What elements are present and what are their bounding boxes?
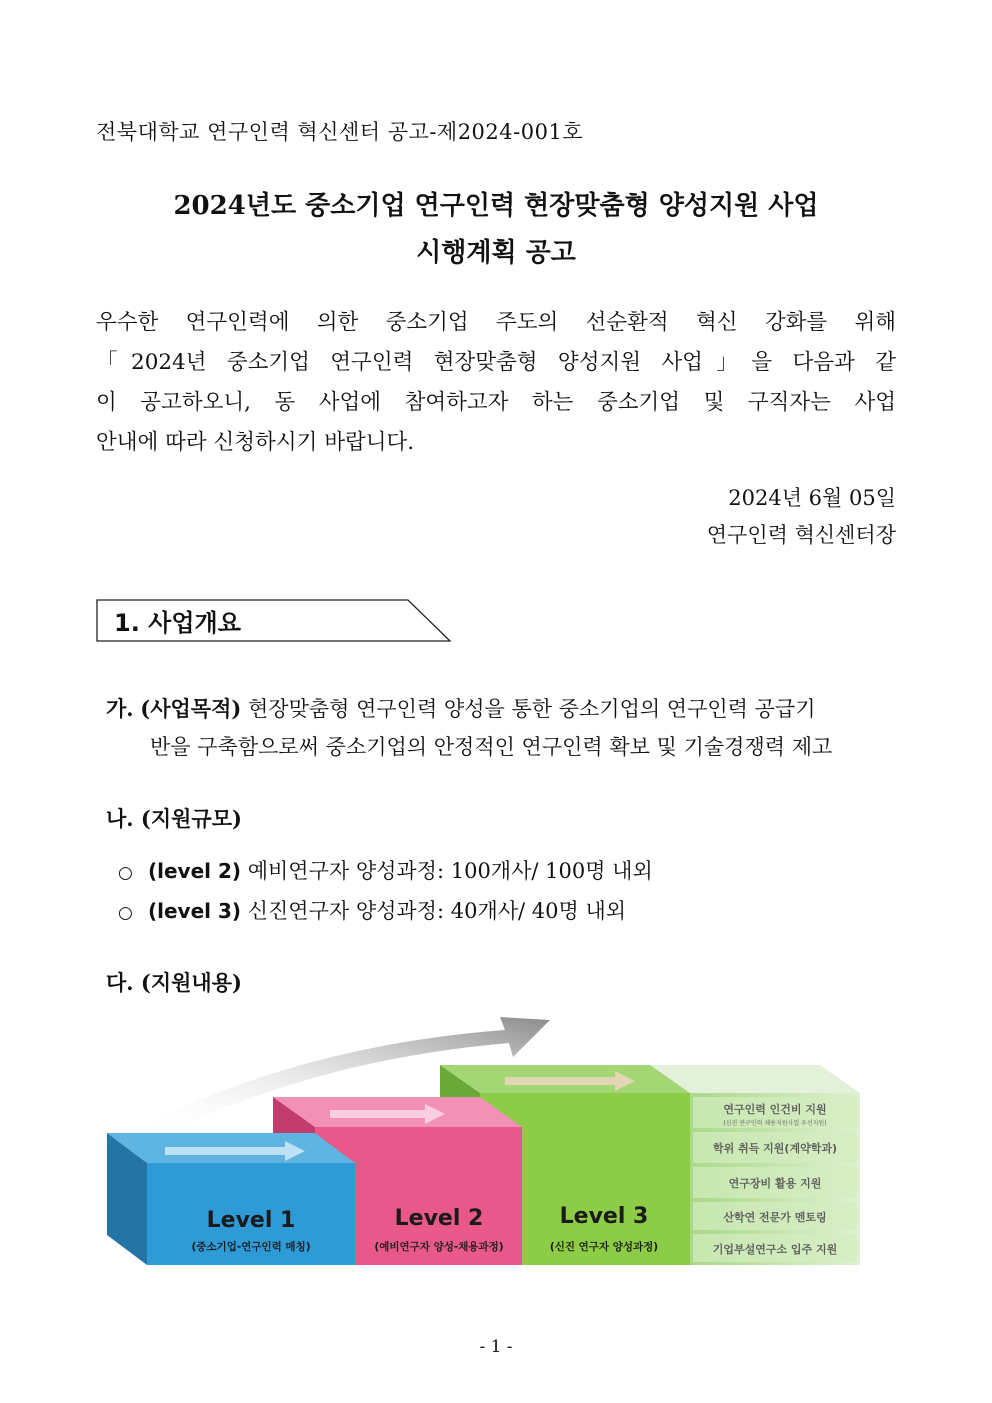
item-purpose-text-2: 반을 구축함으로써 중소기업의 안정적인 연구인력 확보 및 기술경쟁력 제고 bbox=[150, 735, 833, 759]
support-levels-diagram bbox=[105, 1005, 865, 1270]
scale-bullet-list bbox=[118, 852, 653, 932]
page-number: - 1 - bbox=[479, 1337, 513, 1357]
scale-bullet-level-2 bbox=[118, 852, 653, 892]
item-scale-heading: 나. (지원규모) bbox=[106, 806, 242, 831]
item-purpose-marker: 가. bbox=[106, 696, 134, 721]
document-title-line-2: 시행계획 공고 bbox=[416, 238, 576, 268]
scale-bullet-level-3 bbox=[118, 892, 653, 932]
level-3-desc: (신진 연구자 양성과정) bbox=[549, 1241, 659, 1253]
levels-diagram-svg bbox=[105, 1005, 865, 1270]
document-title-line-1: 2024년도 중소기업 연구인력 현장맞춤형 양성지원 사업 bbox=[173, 191, 819, 221]
support-rows bbox=[693, 1097, 857, 1262]
intro-paragraph bbox=[96, 303, 896, 463]
intro-line-2: 「2024년 중소기업 연구인력 현장맞춤형 양성지원 사업」을 다음과 같 bbox=[96, 350, 896, 375]
item-purpose-text-1: 현장맞춤형 연구인력 양성을 통한 중소기업의 연구인력 공급기 bbox=[241, 697, 816, 721]
level-2-desc: (예비연구자 양성-채용과정) bbox=[374, 1241, 504, 1253]
bullet-circle-icon: ○ bbox=[118, 903, 133, 923]
intro-line-4: 안내에 따라 신청하시기 바랍니다. bbox=[96, 430, 415, 455]
bullet-text: 신진연구자 양성과정: 40개사/ 40명 내외 bbox=[241, 899, 627, 923]
support-item-3: 연구장비 활용 지원 bbox=[728, 1177, 822, 1190]
item-purpose-label: (사업목적) bbox=[140, 696, 242, 721]
section-1-title: 1. 사업개요 bbox=[114, 609, 241, 637]
issuer-name: 연구인력 혁신센터장 bbox=[706, 523, 896, 547]
notice-number: 전북대학교 연구인력 혁신센터 공고-제2024-001호 bbox=[96, 120, 584, 144]
support-item-2: 학위 취득 지원(계약학과) bbox=[713, 1142, 837, 1155]
level-1-name: Level 1 bbox=[206, 1208, 296, 1233]
bullet-circle-icon: ○ bbox=[118, 863, 133, 883]
item-content-heading: 다. (지원내용) bbox=[106, 970, 242, 995]
level-3-name: Level 3 bbox=[559, 1204, 649, 1229]
support-item-1: 연구인력 인건비 지원 bbox=[723, 1103, 827, 1116]
level-1-desc: (중소기업-연구인력 매칭) bbox=[191, 1241, 311, 1253]
announcement-date: 2024년 6월 05일 bbox=[728, 486, 896, 510]
support-item-5: 기업부설연구소 입주 지원 bbox=[712, 1243, 838, 1256]
section-1-header bbox=[96, 599, 452, 643]
bullet-level-label: (level 3) bbox=[148, 899, 242, 923]
level-2-name: Level 2 bbox=[394, 1206, 484, 1231]
bullet-text: 예비연구자 양성과정: 100개사/ 100명 내외 bbox=[241, 859, 653, 883]
intro-line-1: 우수한 연구인력에 의한 중소기업 주도의 선순환적 혁신 강화를 위해 bbox=[96, 310, 896, 335]
intro-line-3: 이 공고하오니, 동 사업에 참여하고자 하는 중소기업 및 구직자는 사업 bbox=[96, 390, 896, 415]
support-item-4: 산학연 전문가 멘토링 bbox=[723, 1211, 827, 1224]
item-purpose bbox=[106, 690, 896, 766]
bullet-level-label: (level 2) bbox=[148, 859, 242, 883]
support-item-1-sub: (신진 연구인력 채용지원사업 우선지원) bbox=[723, 1120, 827, 1127]
